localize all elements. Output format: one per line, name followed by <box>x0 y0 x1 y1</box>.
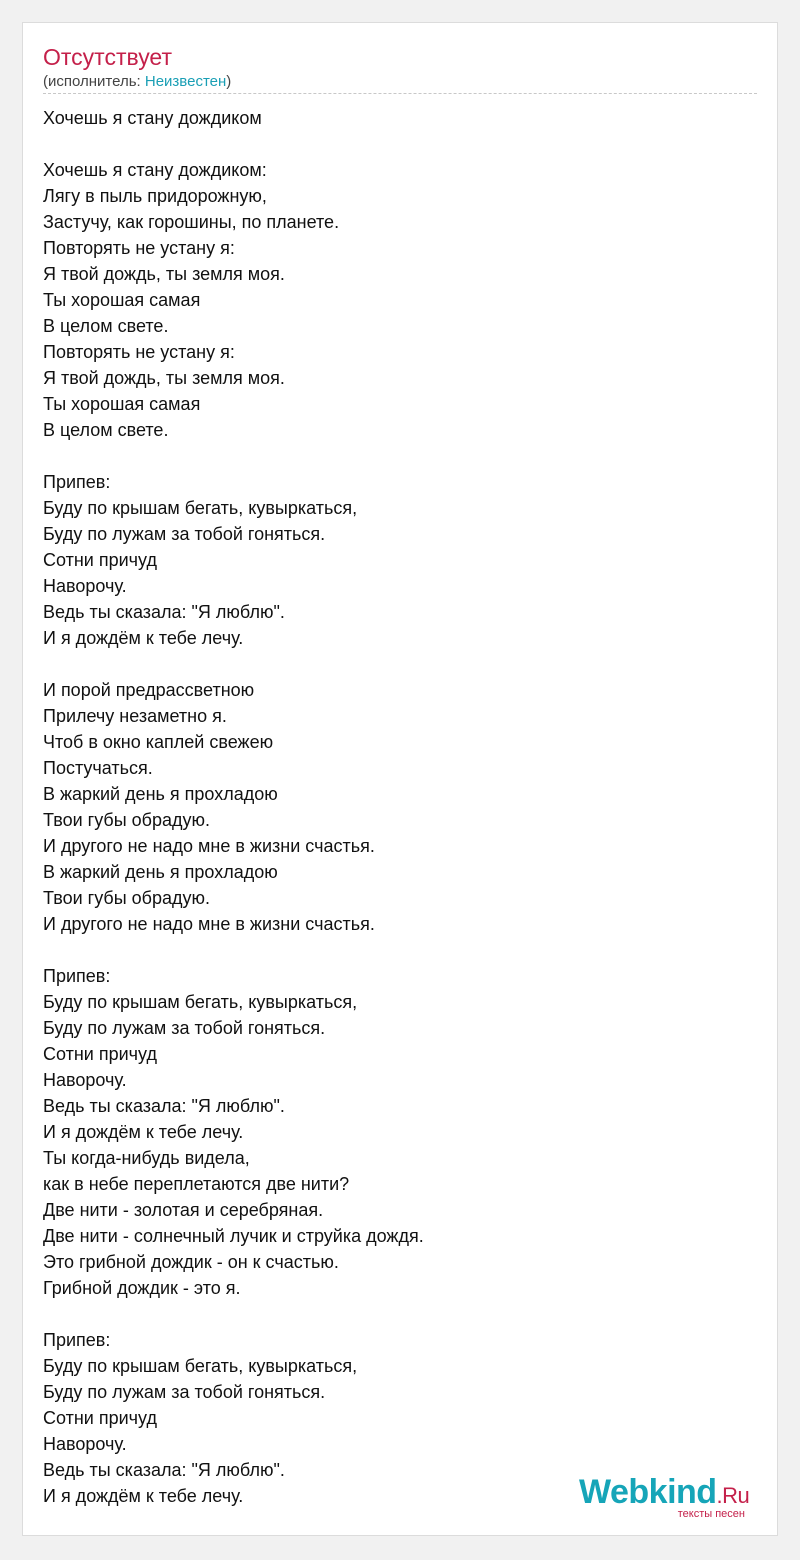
lyric-line: Наворочу. <box>43 1434 127 1454</box>
artist-link[interactable]: Неизвестен <box>144 73 227 90</box>
lyric-line: Твои губы обрадую. <box>43 810 210 830</box>
lyric-line: И порой предрассветною <box>43 680 255 700</box>
lyric-line: Прилечу незаметно я. <box>43 706 227 726</box>
lyric-line: И я дождём к тебе лечу. <box>43 1122 244 1142</box>
lyric-blank-line <box>43 937 743 963</box>
lyric-line: Постучаться. <box>43 758 153 778</box>
lyric-line: Твои губы обрадую. <box>43 888 210 908</box>
webkind-logo[interactable] <box>579 1473 769 1519</box>
lyric-line: Чтоб в окно каплей свежею <box>43 732 274 752</box>
lyric-line: Наворочу. <box>43 1070 127 1090</box>
lyric-line: Я твой дождь, ты земля моя. <box>43 264 285 284</box>
lyric-line: Ты когда-нибудь видела, <box>43 1148 250 1168</box>
lyric-line: Припев: <box>43 966 111 986</box>
lyrics-card <box>22 22 778 1536</box>
lyric-line: В жаркий день я прохладою <box>43 784 278 804</box>
lyric-line: Буду по лужам за тобой гоняться. <box>43 524 326 544</box>
logo-suffix-text: .Ru <box>716 1483 750 1508</box>
lyric-line: Буду по лужам за тобой гоняться. <box>43 1018 326 1038</box>
lyric-line: Ты хорошая самая <box>43 290 201 310</box>
logo-subtitle: тексты песен <box>677 1508 745 1520</box>
lyric-line: Наворочу. <box>43 576 127 596</box>
lyric-blank-line <box>43 651 743 677</box>
lyric-line: В целом свете. <box>43 316 169 336</box>
lyric-line: Буду по крышам бегать, кувыркаться, <box>43 498 358 518</box>
lyric-line: Две нити - солнечный лучик и струйка дождя. <box>43 1226 424 1246</box>
lyric-line: Хочешь я стану дождиком <box>43 108 262 128</box>
logo-main-text: Webkind <box>579 1473 717 1511</box>
lyric-line: Я твой дождь, ты земля моя. <box>43 368 285 388</box>
lyric-line: Сотни причуд <box>43 550 157 570</box>
lyric-blank-line <box>43 131 743 157</box>
lyric-line: Припев: <box>43 472 111 492</box>
lyrics-text <box>43 105 743 1509</box>
lyric-line: Сотни причуд <box>43 1408 157 1428</box>
lyric-line: И я дождём к тебе лечу. <box>43 628 244 648</box>
lyric-line: В жаркий день я прохладою <box>43 862 278 882</box>
lyric-line: Повторять не устану я: <box>43 238 235 258</box>
artist-line <box>43 72 231 92</box>
lyric-line: Застучу, как горошины, по планете. <box>43 212 340 232</box>
lyric-line: Лягу в пыль придорожную, <box>43 186 267 206</box>
lyric-line: Хочешь я стану дождиком: <box>43 160 267 180</box>
lyric-line: Грибной дождик - это я. <box>43 1278 241 1298</box>
lyric-line: Буду по крышам бегать, кувыркаться, <box>43 1356 358 1376</box>
lyric-line: как в небе переплетаются две нити? <box>43 1174 350 1194</box>
lyric-blank-line <box>43 1301 743 1327</box>
lyric-line: Припев: <box>43 1330 111 1350</box>
lyric-line: И другого не надо мне в жизни счастья. <box>43 836 375 856</box>
lyric-line: Сотни причуд <box>43 1044 157 1064</box>
header-divider <box>43 93 757 94</box>
lyric-line: Ведь ты сказала: "Я люблю". <box>43 1460 285 1480</box>
lyric-line: Ведь ты сказала: "Я люблю". <box>43 602 285 622</box>
lyric-line: Это грибной дождик - он к счастью. <box>43 1252 339 1272</box>
lyric-line: Ты хорошая самая <box>43 394 201 414</box>
lyric-line: И я дождём к тебе лечу. <box>43 1486 244 1506</box>
lyric-line: В целом свете. <box>43 420 169 440</box>
artist-suffix: ) <box>226 73 232 90</box>
lyric-line: Повторять не устану я: <box>43 342 235 362</box>
lyric-line: И другого не надо мне в жизни счастья. <box>43 914 375 934</box>
lyric-line: Ведь ты сказала: "Я люблю". <box>43 1096 285 1116</box>
lyric-line: Буду по крышам бегать, кувыркаться, <box>43 992 358 1012</box>
lyric-line: Буду по лужам за тобой гоняться. <box>43 1382 326 1402</box>
lyric-line: Две нити - золотая и серебряная. <box>43 1200 324 1220</box>
lyric-blank-line <box>43 443 743 469</box>
artist-prefix: (исполнитель: <box>43 73 145 90</box>
song-title: Отсутствует <box>43 44 172 70</box>
